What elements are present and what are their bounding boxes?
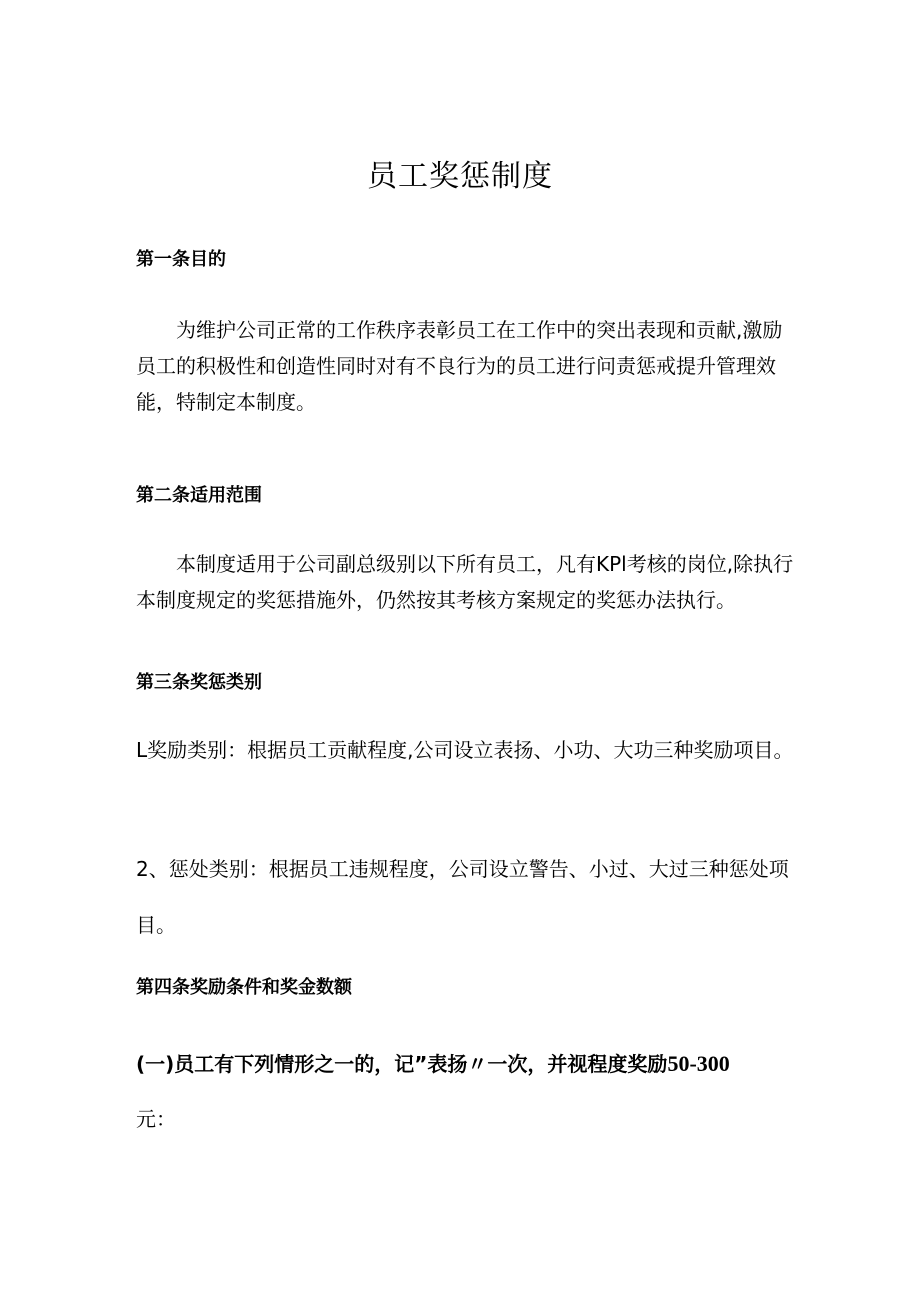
- section-body-1: 为维护公司正常的工作秩序表彰员工在工作中的突出表现和贡献,激励员工的积极性和创造性同时对有不良行为的员工进行问责惩戒提升管理效能，特制定本制度。: [136, 318, 783, 414]
- list-item-penalty-category: 2、惩处类别：根据员工违规程度，公司设立警告、小过、大过三种惩处项目。: [136, 857, 789, 937]
- list-item-reward-category: L奖励类别：根据员工贡献程度,公司设立表扬、小功、大功三种奖励项目。: [136, 738, 794, 762]
- section-heading-2: 第二条适用范围: [136, 485, 262, 506]
- section-body-2: 本制度适用于公司副总级别以下所有员工，凡有KPl考核的岗位,除执行本制度规定的奖惩措施外，仍然按其考核方案规定的奖惩办法执行。: [136, 552, 794, 612]
- reward-amount: 50-300: [667, 1051, 730, 1076]
- subsection-heading-tail: 元：: [136, 1107, 176, 1131]
- section-heading-3: 第三条奖惩类别: [136, 672, 262, 693]
- section-heading-4: 第四条奖励条件和奖金数额: [136, 977, 352, 998]
- subsection-heading-text: (一)员工有下列情形之一的，记”表扬〃一次，并视程度奖励: [136, 1052, 668, 1076]
- section-heading-1: 第一条目的: [136, 249, 226, 270]
- document-title: 员工奖惩制度: [367, 159, 553, 194]
- subsection-heading-commendation: [136, 1036, 776, 1092]
